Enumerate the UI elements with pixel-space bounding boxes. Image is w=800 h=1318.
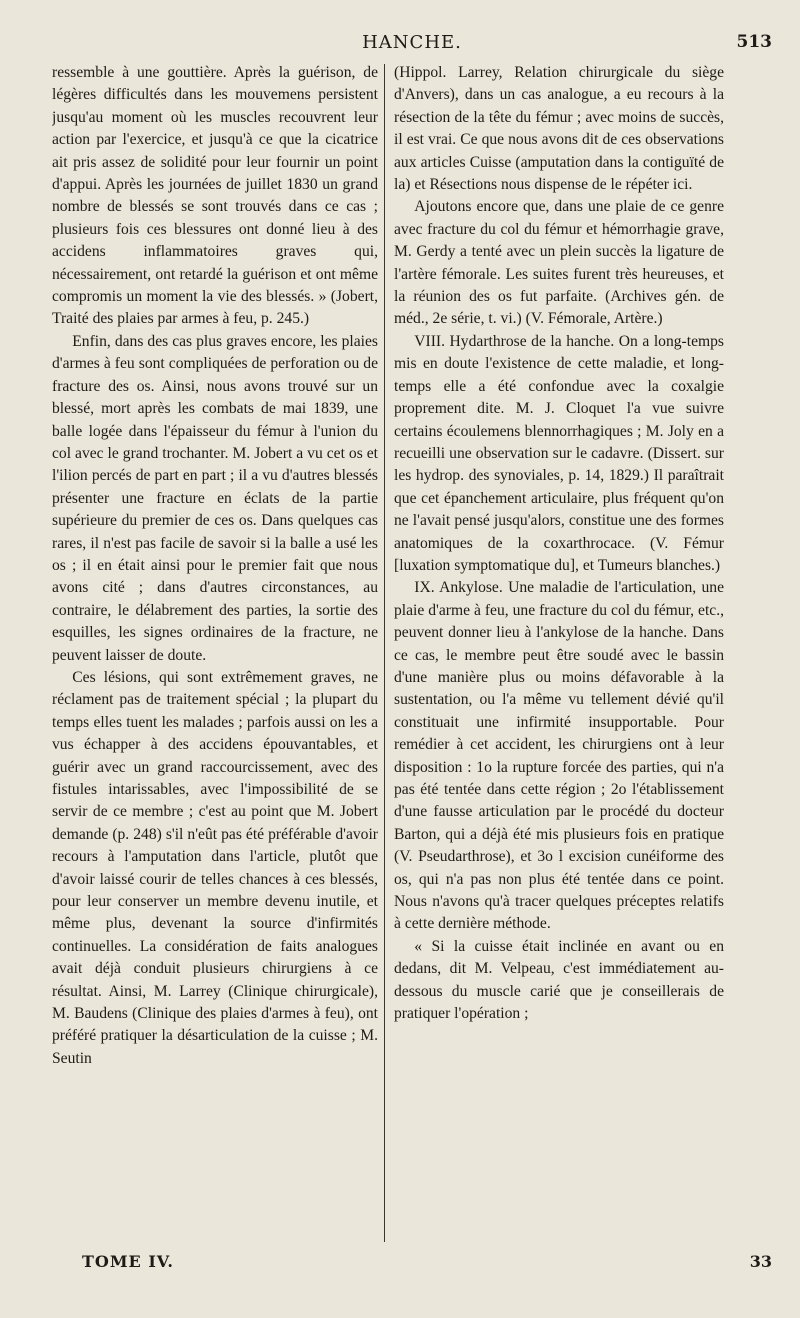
right-column (394, 62, 724, 1247)
page-number: 513 (736, 32, 772, 52)
section-ix-ankylose: IX. Ankylose. Une maladie de l'articulation, une plaie d'arme à feu, une fracture du col du fémur, etc., peuvent donner lieu à l'ankylose de la hanche. Dans ce cas, le membre peut être soudé avec le bassin d'une manière plus ou moins défavorable à la sustentation, ou l'a même vu tellement dévié qu'il constituait une infirmité insupportable. Pour remédier à cet accident, les chirurgiens ont à leur disposition : 1o la rupture forcée des parties, qui n'a pas été tentée dans cette région ; 2o l'établissement d'une fausse articulation par le procédé du docteur Barton, qui a déjà été mis plusieurs fois en pratique (V. Pseudarthrose), et 3o l excision cunéiforme des os, qui n'a pas non plus été tentée dans ce point. Nous n'avons qu'à tracer quelques préceptes relatifs à cette dernière méthode. (394, 579, 724, 933)
section-viii-hydarthrose: VIII. Hydarthrose de la hanche. On a long-temps mis en doute l'existence de cette maladie, et long-temps elle a été confondue avec la coxalgie proprement dite. M. J. Cloquet l'a vue suivre certains écoulemens blennorrhagiques ; M. Joly en a recueilli une observation sur le cadavre. (Dissert. sur les hydrop. des synoviales, p. 14, 1829.) Il paraîtrait que cet épanchement articulaire, plus fréquent qu'on ne l'avait pensé jusqu'alors, constitue une des formes anatomiques de la coxarthrocace. (V. Fémur [luxation symptomatique du], et Tumeurs blanches.) (394, 332, 724, 574)
column-divider (384, 64, 385, 1242)
running-title: HANCHE. (362, 32, 462, 53)
tome-label: TOME IV. (82, 1252, 174, 1271)
signature-mark: 33 (749, 1252, 772, 1271)
right-paragraph-2: Ajoutons encore que, dans une plaie de ce genre avec fracture du col du fémur et hémorrhagie grave, M. Gerdy a tenté avec un plein succès la ligature de l'artère fémorale. Les suites furent très heureuses, et la réunion des os fut parfaite. (Archives gén. de méd., 2e série, t. vi.) (V. Fémorale, Artère.) (394, 198, 724, 328)
left-paragraph-3: Ces lésions, qui sont extrêmement graves, ne réclament pas de traitement spécial ; la plupart du temps elles tuent les malades ; parfois aussi on les a vus échapper à des accidens épouvantables, et guérir avec un grand raccourcissement, avec des fistules intarissables, avec l'impossibilité de se servir de ce membre ; c'est au point que M. Jobert demande (p. 248) s'il n'eût pas été préférable d'avoir recours à l'amputation dans l'article, plutôt que d'avoir laissé courir de telles chances à ces blessés, pour leur conserver un membre devenu inutile, et même plus, devenant la source d'infirmités continuelles. La considération de faits analogues avait déjà conduit plusieurs chirurgiens à ce résultat. Ainsi, M. Larrey (Clinique chirurgicale), M. Baudens (Clinique des plaies d'armes à feu), ont préféré pratiquer la désarticulation de la cuisse ; M. Seutin (52, 668, 378, 1067)
right-paragraph-5: « Si la cuisse était inclinée en avant ou en dedans, dit M. Velpeau, c'est immédiatement au-dessous du muscle carié que je conseillerais de pratiquer l'opération ; (394, 937, 724, 1023)
left-column (52, 62, 378, 1247)
page-footer (52, 1252, 772, 1276)
left-paragraph-2: Enfin, dans des cas plus graves encore, les plaies d'armes à feu sont compliquées de perforation ou de fracture des os. Ainsi, nous avons trouvé sur un blessé, mort après les combats de mai 1839, une balle logée dans l'épaisseur du fémur à l'union du col avec le grand trochanter. M. Jobert a vu cet os et l'ilion percés de part en part ; il a vu d'autres blessés présenter une fracture en éclats de la partie supérieure du premier de ces os. Dans quelques cas rares, il n'est pas facile de savoir si la balle a usé les os ; il en était ainsi pour le premier fait que nous avons cité ; dans d'autres circonstances, au contraire, le délabrement des parties, la sortie des esquilles, les signes ordinaires de la fracture, ne peuvent laisser de doute. (52, 332, 378, 664)
right-paragraph-1: (Hippol. Larrey, Relation chirurgicale du siège d'Anvers), dans un cas analogue, a eu recours à la résection de la tête du fémur ; avec moins de succès, il est vrai. Ce que nous avons dit de ces observations aux articles Cuisse (amputation dans la contiguïté de la) et Résections nous dispense de le répéter ici. (394, 64, 724, 194)
left-paragraph-1: ressemble à une gouttière. Après la guérison, de légères difficultés dans les mouvemens persistent jusqu'au moment où les muscles recouvrent leur action par l'exercice, et jusqu'à ce que la cicatrice ait pris assez de solidité pour leur fournir un point d'appui. Après les journées de juillet 1830 un grand nombre de blessés se sont trouvés dans ce cas ; plusieurs fois ces blessures ont donné lieu à des accidens inflammatoires graves qui, nécessairement, ont retardé la guérison et ont même compromis un moment la vie des blessés. » (Jobert, Traité des plaies par armes à feu, p. 245.) (52, 64, 378, 328)
page-header (52, 32, 772, 58)
